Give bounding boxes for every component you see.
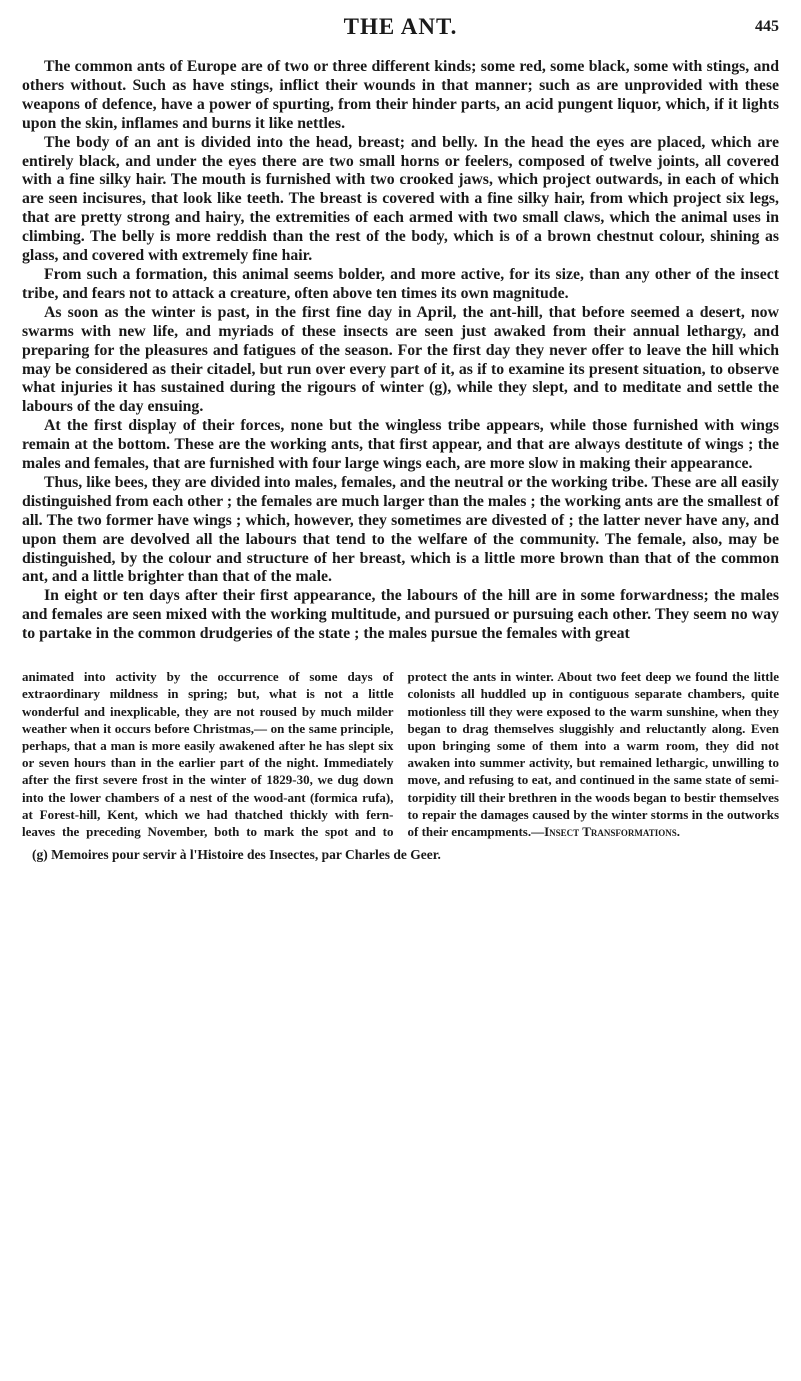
paragraph: As soon as the winter is past, in the first fine day in April, the ant-hill, that before seemed a desert, now swarms with new life, and myriads of these insects are seen just awaked from their annual lethargy, and preparing for the pleasures and fatigues of the season. For the first day they never offer to leave the hill which may be considered as their citadel, but run over every part of it, as if to examine its present situation, to observe what injuries it has sustained during the rigours of winter (g), while they slept, and to meditate and settle the labours of the day ensuing. — [22, 303, 779, 416]
page-header — [22, 14, 779, 48]
paragraph: The common ants of Europe are of two or three different kinds; some red, some black, some with stings, and others without. Such as have stings, inflict their wounds in that manner; such as are unprovided with these weapons of defence, have a power of spurting, from their hinder parts, an acid pungent liquor, which, if it lights upon the skin, inflames and burns it like nettles. — [22, 58, 779, 132]
paragraph: At the first display of their forces, none but the wingless tribe appears, while those furnished with wings remain at the bottom. These are the working ants, that first appear, and that are always destitute of wings ; the males and females, that are furnished with four large wings each, are more slow in making their appearance. — [22, 417, 779, 473]
main-text — [22, 58, 779, 644]
paragraph: In eight or ten days after their first appearance, the labours of the hill are in some forwardness; the males and females are seen mixed with the working multitude, and pursued or pursuing each other. They seem no way to partake in the common drudgeries of the state ; the males pursue the females with great — [22, 587, 779, 643]
note-source: Insect Transformations. — [544, 823, 680, 839]
footnote: (g) Memoires pour servir à l'Histoire des Insectes, par Charles de Geer. — [32, 847, 441, 863]
running-title: THE ANT. — [343, 14, 458, 39]
note-text: animated into activity by the occurrence of some days of extraordinary mildness in spring; but, what is not a little wonderful and inexplicable, they are not roused by much milder weather when it occurs before Christmas,— on the same principle, perhaps, that a man is more easily awakened after he has slept six or seven hours than in the earlier part of the night. Immediately after the first severe frost in the winter of 1829-30, we dug down into the lower chambers of a nest of the wood-ant (formica rufa), at Forest-hill, Kent, which we had thatched thickly with fern-leaves the preceding November, both to mark the spot and to protect the ants in winter. About two feet deep we found the little colonists all huddled up in contiguous separate chambers, quite motionless till they were exposed to the warm sunshine, when they began to drag themselves sluggishly and reluctantly along. Even upon bringing some of them into a warm room, they did not awaken into summer activity, but remained lethargic, unwilling to move, and refusing to eat, and continued in the same state of semi-torpidity till their brethren in the woods began to bestir themselves to repair the damages caused by the winter storms in the outworks of their encampments.— — [22, 669, 779, 839]
editorial-note — [22, 668, 779, 840]
paragraph: From such a formation, this animal seems bolder, and more active, for its size, than any other of the insect tribe, and fears not to attack a creature, often above ten times its own magnitude. — [22, 265, 779, 302]
paragraph: Thus, like bees, they are divided into males, females, and the neutral or the working tribe. These are all easily distinguished from each other ; the females are much larger than the males ; the working ants are the smallest of all. The two former have wings ; which, however, they sometimes are divested of ; the latter never have any, and upon them are devolved all the labours that tend to the welfare of the community. The female, also, may be distinguished, by the colour and structure of her breast, which is a little more brown than that of the common ant, and a little brighter than that of the male. — [22, 473, 779, 586]
note-paragraph — [22, 668, 779, 840]
page-number: 445 — [755, 18, 779, 35]
paragraph: The body of an ant is divided into the head, breast; and belly. In the head the eyes are placed, which are entirely black, and under the eyes there are two small horns or feelers, composed of twelve joints, all covered with a fine silky hair. The mouth is furnished with two crooked jaws, which project outwards, in each of which are seen incisures, that look like teeth. The breast is covered with a fine silky hair, from which project six legs, that are pretty strong and hairy, the extremities of each armed with two small claws, which the animal uses in climbing. The belly is more reddish than the rest of the body, which is of a brown chestnut colour, shining as glass, and covered with extremely fine hair. — [22, 133, 779, 265]
